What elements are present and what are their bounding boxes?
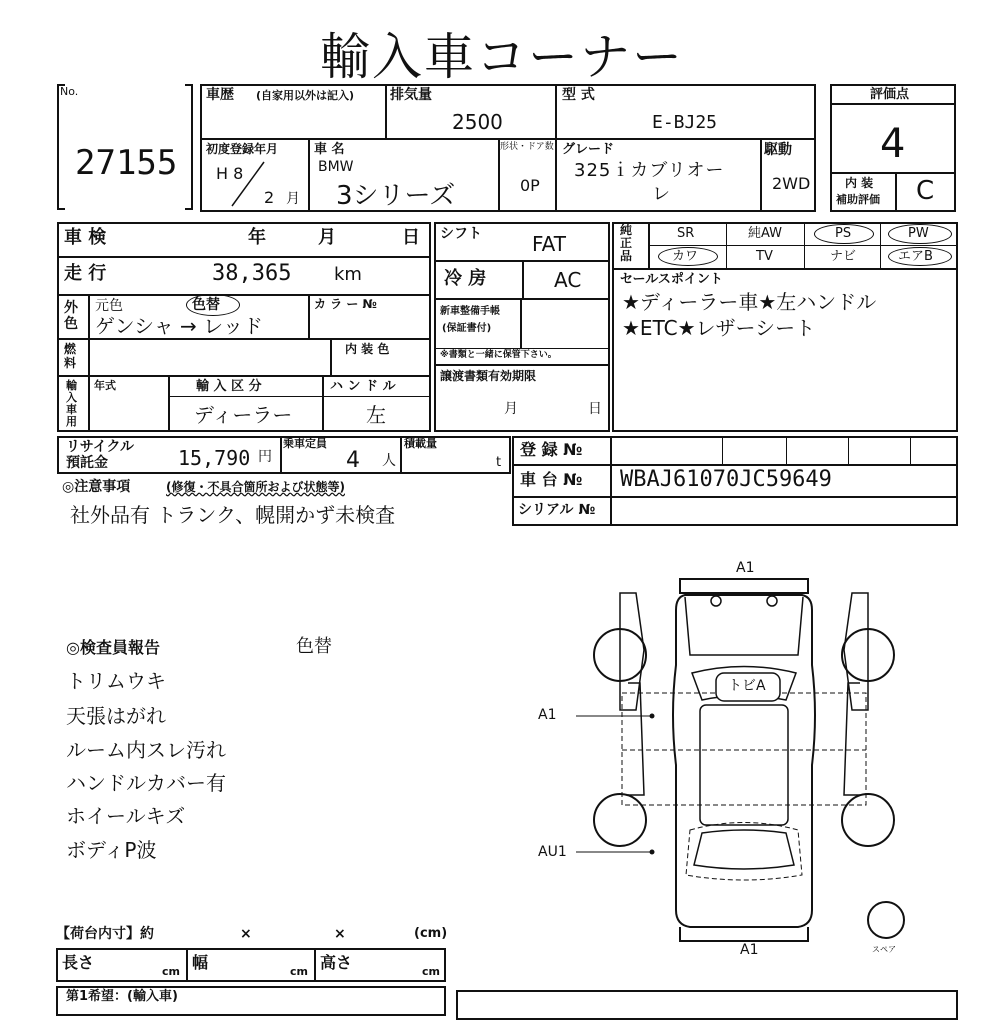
warranty-label1: 新車整備手帳 bbox=[440, 306, 500, 317]
footer-choice: 第1希望：(輸入車) bbox=[66, 989, 178, 1004]
import-kind-label: 輸 入 区 分 bbox=[196, 379, 262, 394]
notes-label: ◎注意事項 bbox=[62, 479, 131, 495]
import-kind-value: ディーラー bbox=[194, 403, 293, 427]
displacement-label: 排気量 bbox=[390, 87, 432, 103]
inspection-month: 月 bbox=[318, 227, 336, 248]
color-value: ゲンシャ → レッド bbox=[95, 314, 263, 338]
genuine-ps: PS bbox=[835, 226, 852, 241]
recycle-unit: 円 bbox=[258, 449, 272, 465]
aircon-label: 冷 房 bbox=[444, 268, 487, 289]
shape-label: 形状・ドア数 bbox=[500, 142, 554, 152]
grade-label: グレード bbox=[562, 142, 615, 157]
car-name: 3シリーズ bbox=[336, 181, 456, 211]
warranty-note: ※書類と一緒に保管下さい。 bbox=[440, 350, 557, 360]
inspector-item-3: ルーム内スレ汚れ bbox=[66, 738, 226, 762]
registration-label: 登 録 № bbox=[520, 440, 583, 459]
color-orig-label: 元色 bbox=[95, 298, 123, 314]
genuine-tv: TV bbox=[756, 249, 773, 264]
shift-label: シフト bbox=[440, 226, 482, 242]
color-no-label: カ ラ ー № bbox=[314, 297, 377, 311]
cargo-height-label: 高さ bbox=[320, 953, 353, 972]
interior-label1: 内 装 bbox=[845, 176, 874, 190]
capacity-label: 乗車定員 bbox=[283, 437, 327, 450]
color-label: 外色 bbox=[64, 300, 78, 332]
sales-point-line2: ★ETC★レザーシート bbox=[622, 316, 816, 340]
recycle-label2: 預託金 bbox=[66, 455, 108, 471]
inspector-item-4: ハンドルカバー有 bbox=[66, 771, 226, 795]
notes-text: 社外品有 トランク、幌開かず未検査 bbox=[70, 503, 396, 527]
lot-bracket-right bbox=[185, 84, 193, 210]
inspector-label: ◎検査員報告 bbox=[66, 638, 160, 657]
genuine-kawa: カワ bbox=[672, 249, 699, 264]
lot-number: 27155 bbox=[75, 143, 178, 183]
inspector-item-5: ホイールキズ bbox=[66, 804, 186, 828]
capacity-value: 4 bbox=[346, 448, 360, 473]
cargo-width-cm: cm bbox=[290, 965, 308, 978]
cargo-label: 【荷台内寸】約 bbox=[56, 926, 154, 942]
first-reg-month: 2 bbox=[264, 188, 275, 207]
inspector-item-1: トリムウキ bbox=[66, 669, 166, 693]
inspector-item-6: ボディP波 bbox=[66, 838, 157, 862]
first-reg-month-unit: 月 bbox=[286, 191, 300, 207]
first-reg-era: H 8 bbox=[216, 164, 244, 183]
diagram-bottom-label: A1 bbox=[740, 942, 759, 958]
recycle-label1: リサイクル bbox=[66, 439, 135, 455]
inspection-day: 日 bbox=[402, 227, 420, 248]
diagram-left2-label: AU1 bbox=[538, 844, 567, 860]
cargo-length-cm: cm bbox=[162, 965, 180, 978]
color-repaint: 色替 bbox=[192, 297, 220, 313]
shape-value: 0P bbox=[520, 176, 540, 195]
car-diagram bbox=[540, 565, 960, 960]
interior-value: C bbox=[916, 176, 935, 206]
genuine-sr: SR bbox=[677, 226, 695, 241]
load-label: 積載量 bbox=[404, 437, 437, 450]
shift-value: FAT bbox=[532, 232, 567, 256]
inspection-year: 年 bbox=[248, 227, 266, 248]
chassis-label: 車 台 № bbox=[520, 470, 583, 489]
first-reg-slash bbox=[228, 160, 268, 210]
diagram-roof-label: トビA bbox=[728, 678, 766, 694]
capacity-unit: 人 bbox=[382, 453, 396, 469]
notes-sub: (修復・不具合箇所および状態等) bbox=[166, 480, 345, 494]
import-handle-label: ハ ン ド ル bbox=[330, 379, 396, 394]
sales-point-line1: ★ディーラー車★左ハンドル bbox=[622, 290, 877, 314]
drive-value: 2WD bbox=[772, 174, 811, 193]
transfer-label: 譲渡書類有効期限 bbox=[440, 369, 537, 383]
genuine-label: 純正品 bbox=[620, 223, 633, 263]
history-note: (自家用以外は記入) bbox=[256, 89, 355, 102]
load-unit: t bbox=[496, 455, 502, 470]
car-name-label: 車 名 bbox=[314, 142, 345, 157]
first-reg-label: 初度登録年月 bbox=[206, 142, 279, 156]
interior-color-label: 内 装 色 bbox=[345, 342, 390, 356]
warranty-label2: (保証書付) bbox=[442, 323, 492, 334]
genuine-pw: PW bbox=[908, 226, 929, 241]
diagram-top-label: A1 bbox=[736, 560, 755, 576]
transfer-month: 月 bbox=[504, 401, 518, 417]
genuine-navi: ナビ bbox=[830, 249, 857, 264]
grade-line1: 325ｉカブリオー bbox=[574, 160, 725, 181]
sales-point-label: セールスポイント bbox=[620, 272, 723, 287]
page-title: 輸入車コーナー bbox=[320, 28, 684, 86]
mileage-value: 38,365 bbox=[212, 261, 292, 286]
transfer-day: 日 bbox=[588, 401, 602, 417]
grade-line2: レ bbox=[652, 184, 670, 205]
inspection-label: 車 検 bbox=[64, 227, 107, 248]
displacement-value: 2500 bbox=[452, 110, 503, 134]
cargo-width-label: 幅 bbox=[192, 953, 209, 972]
footer-right-box bbox=[456, 990, 958, 1020]
cargo-height-cm: cm bbox=[422, 965, 440, 978]
fuel-label: 燃料 bbox=[64, 342, 77, 370]
genuine-airbag: エアB bbox=[898, 249, 933, 264]
chassis-value: WBAJ61070JC59649 bbox=[620, 467, 832, 492]
lot-bracket bbox=[57, 84, 65, 210]
inspector-item-2: 天張はがれ bbox=[66, 704, 166, 728]
genuine-aw: 純AW bbox=[748, 226, 783, 241]
history-label: 車歴 bbox=[206, 87, 234, 103]
diagram-spare-label: スペア bbox=[872, 945, 896, 954]
import-label: 輸入車用 bbox=[66, 379, 77, 428]
import-handle-value: 左 bbox=[366, 403, 386, 427]
aircon-value: AC bbox=[554, 268, 582, 292]
diagram-left1-label: A1 bbox=[538, 707, 557, 723]
score-label: 評価点 bbox=[870, 87, 910, 102]
cargo-x1: × bbox=[240, 926, 252, 942]
cargo-length-label: 長さ bbox=[62, 953, 95, 972]
cargo-x2: × bbox=[334, 926, 346, 942]
cargo-grid bbox=[56, 948, 446, 982]
recycle-value: 15,790 bbox=[178, 446, 251, 470]
model-type-label: 型 式 bbox=[562, 87, 595, 103]
score-value: 4 bbox=[880, 121, 906, 167]
serial-label: シリアル № bbox=[518, 502, 596, 518]
interior-label2: 補助評価 bbox=[836, 193, 880, 206]
inspector-tag: 色替 bbox=[296, 636, 332, 657]
import-year-label: 年式 bbox=[94, 379, 116, 392]
drive-label: 駆動 bbox=[764, 142, 792, 158]
model-type-value: E-BJ25 bbox=[652, 112, 718, 133]
cargo-unit: (cm) bbox=[414, 926, 448, 941]
car-maker: BMW bbox=[318, 159, 354, 175]
lot-no-label: No. bbox=[60, 85, 79, 98]
mileage-label: 走 行 bbox=[64, 263, 107, 284]
mileage-unit: km bbox=[334, 264, 362, 285]
